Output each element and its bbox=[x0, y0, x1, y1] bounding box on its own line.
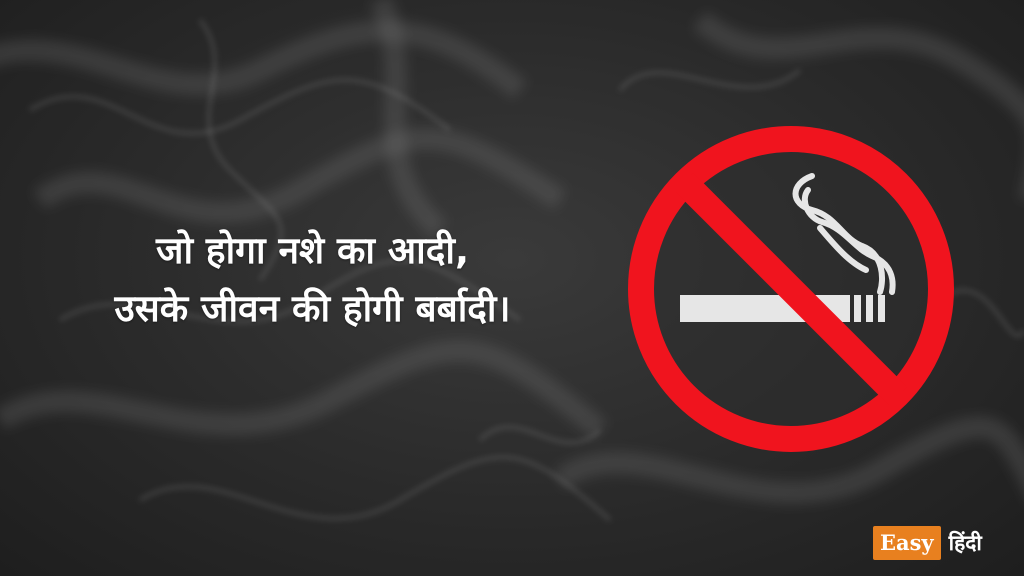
logo-easy-badge: Easy bbox=[873, 526, 941, 560]
easy-hindi-logo[interactable] bbox=[873, 526, 982, 560]
hindi-quote bbox=[0, 222, 625, 338]
quote-line-1: जो होगा नशे का आदी, bbox=[156, 229, 469, 272]
quote-line-2: उसके जीवन की होगी बर्बादी। bbox=[114, 287, 511, 330]
logo-hindi-text: हिंदी bbox=[948, 531, 982, 555]
no-smoking-icon bbox=[622, 120, 960, 458]
